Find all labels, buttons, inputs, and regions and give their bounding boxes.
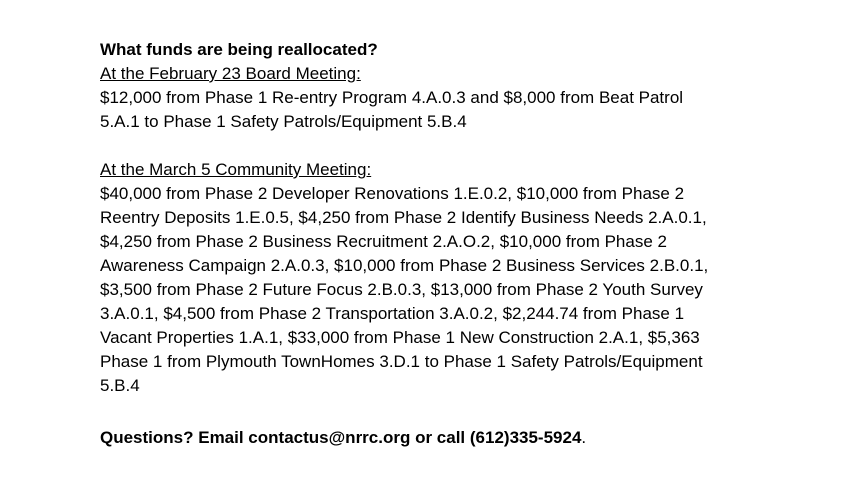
text-line: $40,000 from Phase 2 Developer Renovations 1.E.0.2, $10,000 from Phase 2: [100, 184, 685, 203]
section-body-february: [100, 86, 800, 134]
paragraph-spacer: [100, 398, 800, 426]
text-line: 5.B.4: [100, 376, 140, 395]
contact-footer: [100, 426, 800, 450]
paragraph-spacer: [100, 134, 800, 158]
document-body: [100, 38, 800, 450]
section-title-march: At the March 5 Community Meeting:: [100, 160, 372, 179]
document-heading: What funds are being reallocated?: [100, 40, 378, 59]
text-line: Reentry Deposits 1.E.0.5, $4,250 from Phase 2 Identify Business Needs 2.A.0.1,: [100, 208, 707, 227]
text-line: 3.A.0.1, $4,500 from Phase 2 Transportation 3.A.0.2, $2,244.74 from Phase 1: [100, 304, 685, 323]
section-body-march: [100, 182, 800, 398]
text-line: $3,500 from Phase 2 Future Focus 2.B.0.3, $13,000 from Phase 2 Youth Survey: [100, 280, 703, 299]
text-line: Awareness Campaign 2.A.0.3, $10,000 from Phase 2 Business Services 2.B.0.1,: [100, 256, 709, 275]
contact-period: .: [581, 428, 587, 447]
text-line: 5.A.1 to Phase 1 Safety Patrols/Equipment 5.B.4: [100, 112, 467, 131]
text-line: $12,000 from Phase 1 Re-entry Program 4.A.0.3 and $8,000 from Beat Patrol: [100, 88, 684, 107]
contact-text: Questions? Email contactus@nrrc.org or call (612)335-5924: [100, 428, 582, 447]
text-line: $4,250 from Phase 2 Business Recruitment 2.A.O.2, $10,000 from Phase 2: [100, 232, 667, 251]
text-line: Vacant Properties 1.A.1, $33,000 from Phase 1 New Construction 2.A.1, $5,363: [100, 328, 700, 347]
text-line: Phase 1 from Plymouth TownHomes 3.D.1 to Phase 1 Safety Patrols/Equipment: [100, 352, 703, 371]
section-title-february: At the February 23 Board Meeting:: [100, 64, 361, 83]
